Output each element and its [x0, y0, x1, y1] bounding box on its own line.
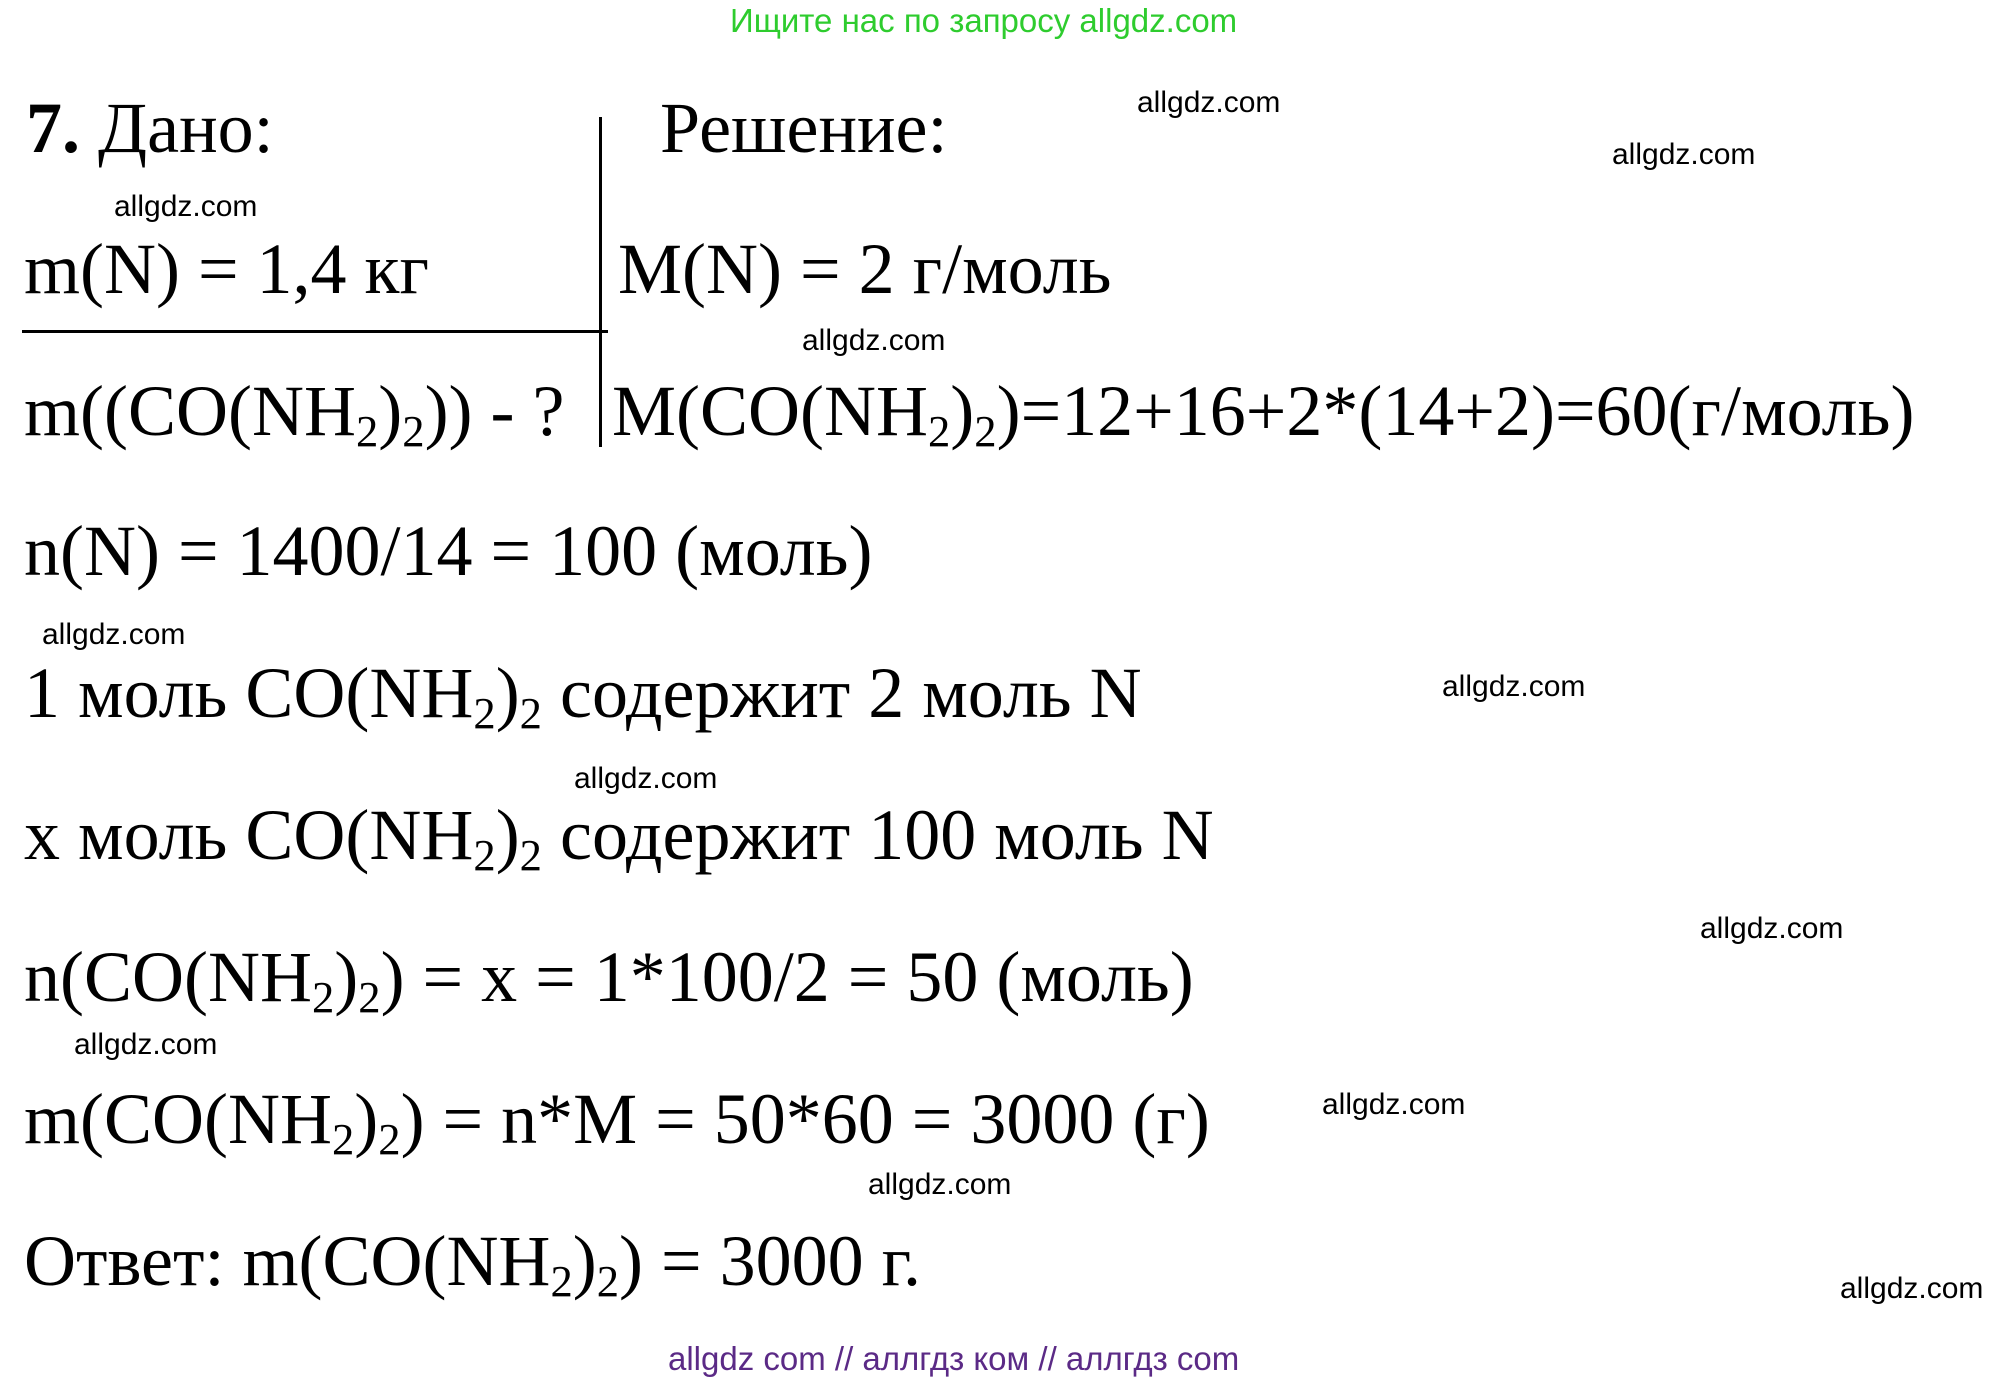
molar-mass-urea: $M(CO(NH_2)_2)=12+16+2*(14+2)=60(г/моль)$	[612, 371, 1915, 457]
given-divider-vertical	[599, 117, 602, 447]
watermark: allgdz.com	[802, 324, 946, 357]
step-mass-urea: $m(CO(NH_2)_2) = n*M = 50*60 = 3000$ (г)	[24, 1079, 1210, 1165]
task-number: 7.	[26, 88, 80, 168]
watermark: allgdz.com	[868, 1168, 1012, 1201]
watermark: allgdz.com	[574, 762, 718, 795]
task-title	[26, 88, 274, 168]
watermark: allgdz.com	[42, 618, 186, 651]
watermark: allgdz.com	[1322, 1088, 1466, 1121]
given-label: Дано:	[98, 88, 274, 168]
given-mass-nitrogen: m(N) = 1,4 кг	[24, 229, 430, 309]
step-ratio-x: x моль $CO(NH_2)_2$ содержит 100 моль N	[24, 795, 1214, 881]
watermark: allgdz.com	[74, 1028, 218, 1061]
step-moles-nitrogen: n(N) = 1400/14 = 100 (моль)	[24, 511, 873, 591]
watermark: allgdz.com	[1612, 138, 1756, 171]
step-moles-urea: $n(CO(NH_2)_2) = x = 1*100/2 = 50$ (моль)	[24, 937, 1194, 1023]
watermark: allgdz.com	[1442, 670, 1586, 703]
watermark: allgdz.com	[1700, 912, 1844, 945]
footer-links[interactable]: allgdz com // аллгдз ком // аллгдз com	[668, 1340, 1240, 1377]
header-search-link[interactable]: Ищите нас по запросу allgdz.com	[730, 2, 1238, 39]
molar-mass-nitrogen: M(N) = 2 г/моль	[618, 229, 1112, 309]
given-divider-horizontal	[22, 330, 608, 333]
find-mass-urea: $m((CO(NH_2)_2))$ - ?	[24, 371, 565, 457]
watermark: allgdz.com	[1840, 1272, 1984, 1305]
watermark: allgdz.com	[114, 190, 258, 223]
step-ratio-one: 1 моль $CO(NH_2)_2$ содержит 2 моль N	[24, 653, 1142, 739]
answer-line: Ответ: $m(CO(NH_2)_2) = 3000$ г.	[24, 1221, 922, 1307]
watermark: allgdz.com	[1137, 86, 1281, 119]
solution-label: Решение:	[660, 88, 948, 168]
